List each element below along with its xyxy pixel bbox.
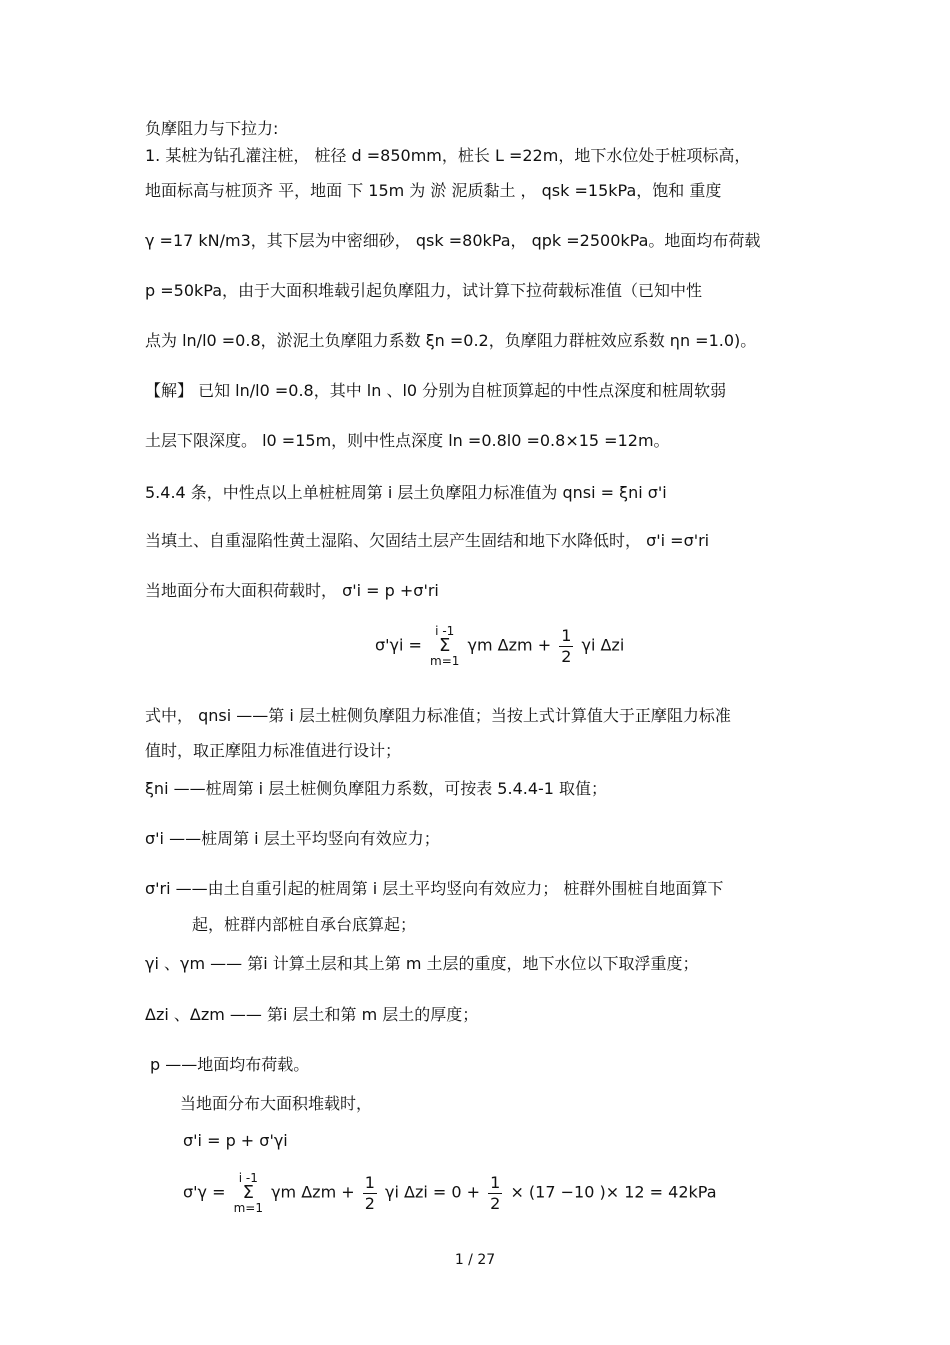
calc-intro: 当地面分布大面积堆载时， <box>180 1094 373 1113</box>
condition-line-2: 当地面分布大面积荷载时， σ'i = p +σ'ri <box>145 581 439 600</box>
clause-line: 5.4.4 条，中性点以上单桩桩周第 i 层土负摩阻力标准值为 qnsi = ξni σ'i <box>145 483 667 502</box>
definition-line-4: σ'i ——桩周第 i 层土平均竖向有效应力； <box>145 829 440 848</box>
problem-line-5: 点为 ln/l0 =0.8，淤泥土负摩阻力系数 ξn =0.2，负摩阻力群桩效应系数 ηn =1.0)。 <box>145 331 757 350</box>
formula1-frac-den: 2 <box>561 646 572 666</box>
definition-line-7: γi 、γm —— 第i 计算土层和其上第 m 土层的重度，地下水位以下取浮重度； <box>145 954 699 973</box>
formula1-sum-symbol: Σ <box>439 635 451 656</box>
formula2-term3: × (17 −10 )× 12 = 42kPa <box>510 1182 717 1202</box>
formula-calculation <box>183 1172 717 1214</box>
definition-line-8: Δzi 、Δzm —— 第i 层土和第 m 层土的厚度； <box>145 1005 479 1024</box>
section-heading: 负摩阻力与下拉力: <box>145 119 279 138</box>
problem-line-4: p =50kPa，由于大面积堆载引起负摩阻力，试计算下拉荷载标准值（已知中性 <box>145 281 703 300</box>
definition-line-9: p ——地面均布荷载。 <box>150 1055 310 1074</box>
formula2-sum-symbol: Σ <box>242 1182 254 1203</box>
formula2-frac1-num: 1 <box>364 1172 375 1192</box>
calc-sigma-i: σ'i = p + σ'γi <box>183 1131 288 1150</box>
formula1-sum-top: i -1 <box>435 624 455 638</box>
solution-line-1: 【解】 已知 ln/l0 =0.8，其中 ln 、l0 分别为自桩顶算起的中性点深度和桩周软弱 <box>145 381 727 400</box>
definition-line-2: 值时，取正摩阻力标准值进行设计； <box>145 741 402 760</box>
formula2-fraction-1 <box>363 1173 377 1214</box>
formula1-fraction <box>559 626 573 667</box>
problem-line-2: 地面标高与桩顶齐 平，地面 下 15m 为 淤 泥质黏土 ， qsk =15kPa，饱和 重度 <box>145 181 722 200</box>
formula1-sum-bottom: m=1 <box>430 654 460 668</box>
formula1-frac-num: 1 <box>561 625 572 645</box>
condition-line-1: 当填土、自重湿陷性黄土湿陷、欠固结土层产生固结和地下水降低时， σ'i =σ'ri <box>145 531 710 550</box>
formula1-term2: γi Δzi <box>581 635 625 655</box>
problem-line-1: 1. 某桩为钻孔灌注桩， 桩径 d =850mm，桩长 L =22m，地下水位处于桩项标高， <box>145 146 751 165</box>
formula2-term2: γi Δzi = 0 + <box>385 1182 481 1202</box>
formula2-sum-top: i -1 <box>238 1171 258 1185</box>
solution-line-2: 土层下限深度。 l0 =15m，则中性点深度 ln =0.8l0 =0.8×15 =12m。 <box>145 431 670 450</box>
formula2-sum-bottom: m=1 <box>233 1201 263 1215</box>
formula1-lhs: σ'γi = <box>375 635 422 655</box>
definition-line-1: 式中， qnsi ——第 i 层土桩侧负摩阻力标准值；当按上式计算值大于正摩阻力标准 <box>145 706 731 725</box>
definition-line-5: σ'ri ——由土自重引起的桩周第 i 层土平均竖向有效应力； 桩群外围桩自地面算下 <box>145 879 724 898</box>
page-number: 1 / 27 <box>454 1252 496 1268</box>
problem-line-3: γ =17 kN/m3，其下层为中密细砂， qsk =80kPa， qpk =2500kPa。地面均布荷载 <box>145 231 761 250</box>
formula2-fraction-2 <box>488 1173 502 1214</box>
formula-sigma-gamma-i <box>375 625 624 667</box>
formula2-frac2-den: 2 <box>490 1193 501 1213</box>
definition-line-6: 起，桩群内部桩自承台底算起； <box>192 915 417 934</box>
formula2-lhs: σ'γ = <box>183 1182 226 1202</box>
definition-line-3: ξni ——桩周第 i 层土桩侧负摩阻力系数，可按表 5.4.4-1 取值； <box>145 779 608 798</box>
formula1-summation <box>430 625 459 667</box>
formula2-summation <box>234 1172 263 1214</box>
formula1-term1: γm Δzm + <box>467 635 552 655</box>
formula2-frac1-den: 2 <box>364 1193 375 1213</box>
formula2-term1: γm Δzm + <box>271 1182 355 1202</box>
formula2-frac2-num: 1 <box>490 1172 501 1192</box>
